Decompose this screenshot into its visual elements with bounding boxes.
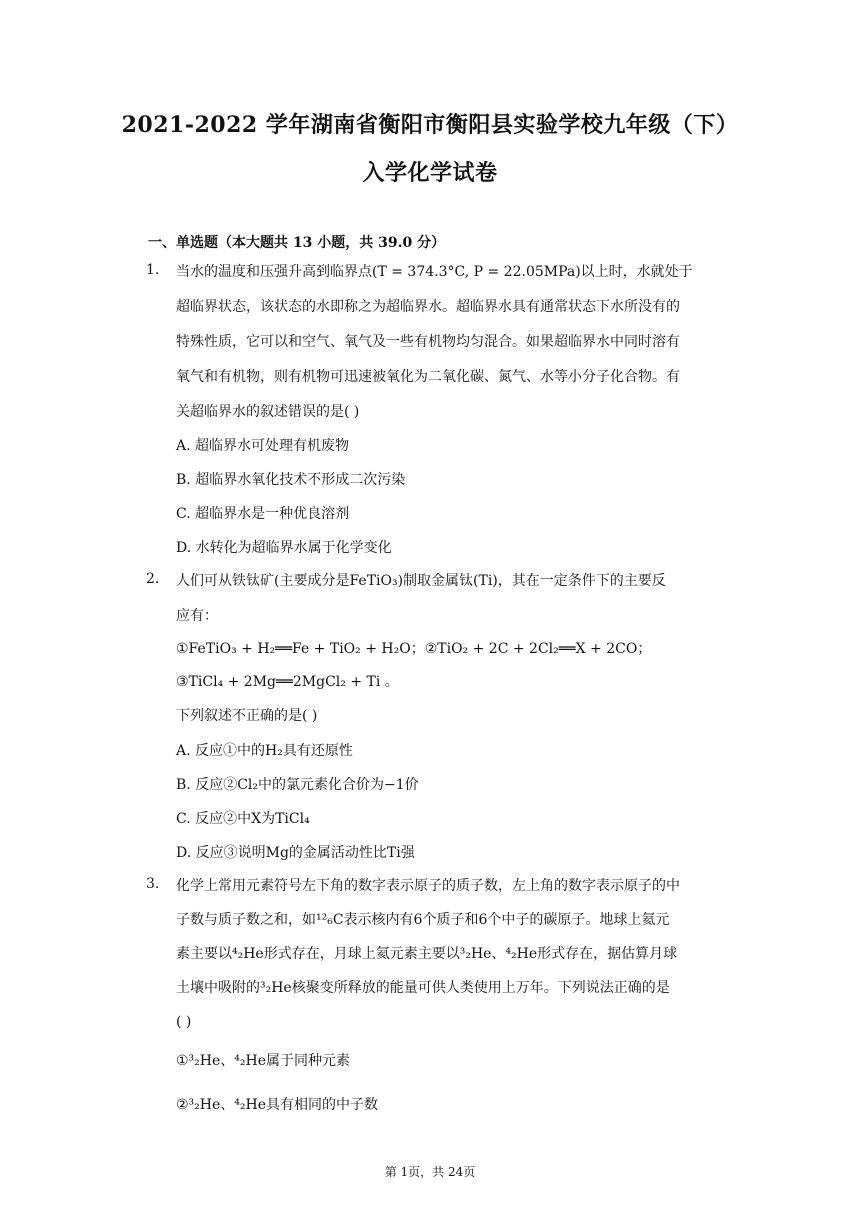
question-2-line: 人们可从铁钛矿(主要成分是FeTiO₃)制取金属钛(Ti)，其在一定条件下的主要反 — [176, 573, 666, 589]
page-title-line2: 入学化学试卷 — [362, 160, 498, 186]
page-title-line1: 2021-2022 学年湖南省衡阳市衡阳县实验学校九年级（下） — [121, 112, 739, 138]
question-1-number: 1. — [146, 262, 160, 278]
question-1-option-c: C. 超临界水是一种优良溶剂 — [176, 506, 350, 522]
question-1-line: 关超临界水的叙述错误的是( ) — [176, 404, 360, 420]
question-3-number: 3. — [146, 876, 160, 892]
question-1-line: 氧气和有机物，则有机物可迅速被氧化为二氧化碳、氮气、水等小分子化合物。有 — [176, 369, 680, 385]
question-3-line: 素主要以⁴₂He形式存在，月球上氦元素主要以³₂He、⁴₂He形式存在，据估算月球 — [176, 946, 678, 962]
question-3-item: ①³₂He、⁴₂He属于同种元素 — [176, 1053, 350, 1069]
section-heading: 一、单选题（本大题共 13 小题，共 39.0 分） — [148, 235, 446, 251]
question-1-line: 特殊性质，它可以和空气、氧气及一些有机物均匀混合。如果超临界水中同时溶有 — [176, 334, 680, 350]
question-3-line: 化学上常用元素符号左下角的数字表示原子的质子数，左上角的数字表示原子的中 — [176, 878, 680, 894]
question-1-line: 当水的温度和压强升高到临界点(T = 374.3°C, P = 22.05MPa)以上时，水就处于 — [176, 264, 693, 280]
question-2-equation-line: ①FeTiO₃ + H₂══Fe + TiO₂ + H₂O；②TiO₂ + 2C + 2Cl₂══X + 2CO； — [176, 641, 652, 657]
question-3-line: 子数与质子数之和，如¹²₆C表示核内有6个质子和6个中子的碳原子。地球上氦元 — [176, 912, 670, 928]
question-2-option-a: A. 反应①中的H₂具有还原性 — [176, 743, 353, 759]
question-1-option-d: D. 水转化为超临界水属于化学变化 — [176, 540, 392, 556]
question-3-item: ②³₂He、⁴₂He具有相同的中子数 — [176, 1097, 378, 1113]
question-2-line: 下列叙述不正确的是( ) — [176, 708, 318, 724]
question-2-number: 2. — [146, 571, 160, 587]
question-3-line: ( ) — [176, 1014, 192, 1030]
question-2-option-c: C. 反应②中X为TiCl₄ — [176, 811, 310, 827]
question-1-option-b: B. 超临界水氧化技术不形成二次污染 — [176, 472, 406, 488]
question-3-line: 土壤中吸附的³₂He核聚变所释放的能量可供人类使用上万年。下列说法正确的是 — [176, 980, 670, 996]
question-1-option-a: A. 超临界水可处理有机废物 — [176, 438, 350, 454]
question-1-line: 超临界状态，该状态的水即称之为超临界水。超临界水具有通常状态下水所没有的 — [176, 299, 680, 315]
question-2-option-d: D. 反应③说明Mg的金属活动性比Ti强 — [176, 845, 415, 861]
question-2-line: 应有： — [176, 608, 218, 624]
question-2-equation-line: ③TiCl₄ + 2Mg══2MgCl₂ + Ti 。 — [176, 674, 399, 690]
question-2-option-b: B. 反应②Cl₂中的氯元素化合价为−1价 — [176, 777, 419, 793]
page-footer: 第 1页，共 24页 — [384, 1165, 476, 1179]
